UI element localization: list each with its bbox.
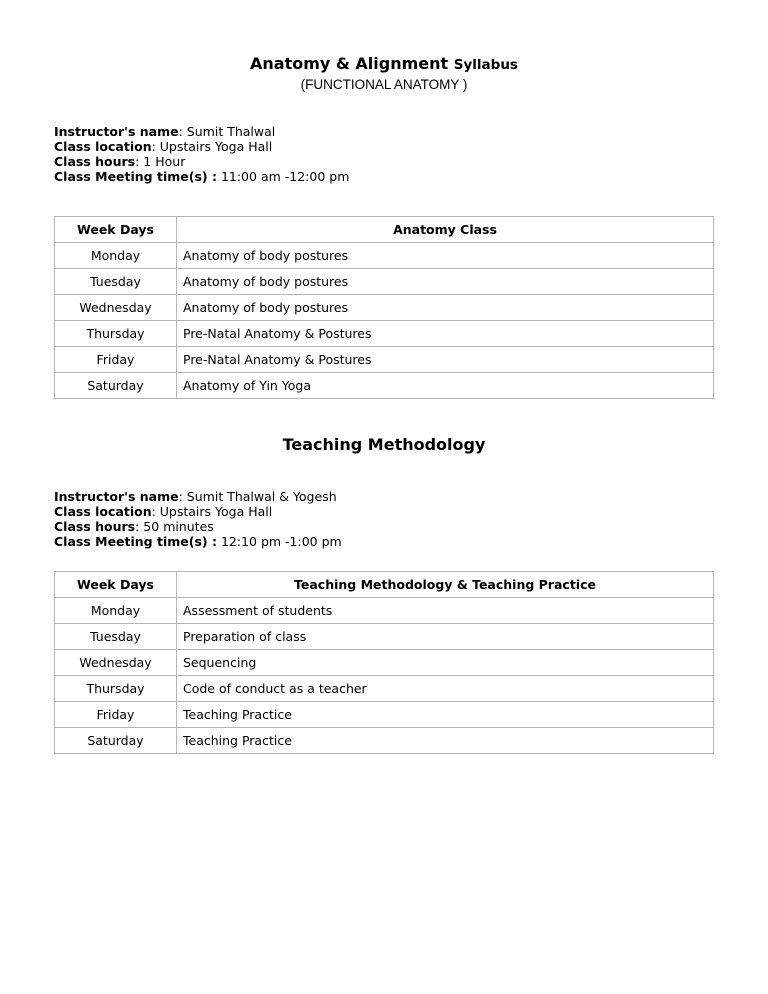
day-cell: Wednesday — [55, 650, 177, 676]
table-row — [55, 243, 714, 269]
header-week-days: Week Days — [55, 572, 177, 598]
table-row — [55, 650, 714, 676]
day-cell: Monday — [55, 243, 177, 269]
day-cell: Thursday — [55, 321, 177, 347]
desc-cell: Anatomy of body postures — [177, 243, 714, 269]
instructor-label: Instructor's name — [54, 124, 179, 139]
anatomy-time-row — [54, 169, 349, 184]
day-cell: Saturday — [55, 373, 177, 399]
teaching-instructor-row — [54, 489, 342, 504]
anatomy-instructor-row — [54, 124, 349, 139]
time-label: Class Meeting time(s) : — [54, 169, 217, 184]
time-label: Class Meeting time(s) : — [54, 534, 217, 549]
table-row — [55, 295, 714, 321]
table-header-row — [55, 217, 714, 243]
day-cell: Tuesday — [55, 624, 177, 650]
day-cell: Friday — [55, 702, 177, 728]
instructor-value: : Sumit Thalwal — [178, 124, 276, 139]
desc-cell: Assessment of students — [177, 598, 714, 624]
instructor-value: : Sumit Thalwal & Yogesh — [178, 489, 337, 504]
teaching-hours-row — [54, 519, 342, 534]
teaching-time-row — [54, 534, 342, 549]
table-row — [55, 347, 714, 373]
day-cell: Monday — [55, 598, 177, 624]
table-header-row — [55, 572, 714, 598]
day-cell: Tuesday — [55, 269, 177, 295]
location-value: : Upstairs Yoga Hall — [151, 139, 273, 154]
hours-value: : 1 Hour — [135, 154, 186, 169]
header-anatomy-class: Anatomy Class — [177, 217, 714, 243]
header-teaching-methodology: Teaching Methodology & Teaching Practice — [177, 572, 714, 598]
hours-value: : 50 minutes — [135, 519, 214, 534]
teaching-schedule-table — [54, 571, 714, 754]
teaching-location-row — [54, 504, 342, 519]
hours-label: Class hours — [54, 154, 136, 169]
table-row — [55, 624, 714, 650]
table-row — [55, 702, 714, 728]
anatomy-location-row — [54, 139, 349, 154]
table-row — [55, 598, 714, 624]
day-cell: Thursday — [55, 676, 177, 702]
time-value: 12:10 pm -1:00 pm — [216, 534, 342, 549]
document-subtitle: (FUNCTIONAL ANATOMY ) — [300, 77, 468, 92]
desc-cell: Anatomy of body postures — [177, 269, 714, 295]
table-row — [55, 728, 714, 754]
table-row — [55, 373, 714, 399]
location-label: Class location — [54, 139, 152, 154]
instructor-label: Instructor's name — [54, 489, 179, 504]
document-title — [0, 54, 768, 73]
header-week-days: Week Days — [55, 217, 177, 243]
anatomy-schedule-table — [54, 216, 714, 399]
table-row — [55, 676, 714, 702]
anatomy-info-block — [54, 124, 349, 184]
anatomy-hours-row — [54, 154, 349, 169]
location-value: : Upstairs Yoga Hall — [151, 504, 273, 519]
time-value: 11:00 am -12:00 pm — [216, 169, 350, 184]
title-suffix-text: Syllabus — [453, 57, 518, 73]
day-cell: Wednesday — [55, 295, 177, 321]
desc-cell: Teaching Practice — [177, 728, 714, 754]
table-row — [55, 321, 714, 347]
desc-cell: Teaching Practice — [177, 702, 714, 728]
desc-cell: Preparation of class — [177, 624, 714, 650]
table-row — [55, 269, 714, 295]
desc-cell: Anatomy of Yin Yoga — [177, 373, 714, 399]
desc-cell: Pre-Natal Anatomy & Postures — [177, 321, 714, 347]
desc-cell: Code of conduct as a teacher — [177, 676, 714, 702]
title-main-text: Anatomy & Alignment — [250, 54, 449, 73]
desc-cell: Pre-Natal Anatomy & Postures — [177, 347, 714, 373]
hours-label: Class hours — [54, 519, 136, 534]
teaching-section-title: Teaching Methodology — [282, 435, 486, 454]
location-label: Class location — [54, 504, 152, 519]
day-cell: Friday — [55, 347, 177, 373]
teaching-info-block — [54, 489, 342, 549]
desc-cell: Anatomy of body postures — [177, 295, 714, 321]
day-cell: Saturday — [55, 728, 177, 754]
desc-cell: Sequencing — [177, 650, 714, 676]
